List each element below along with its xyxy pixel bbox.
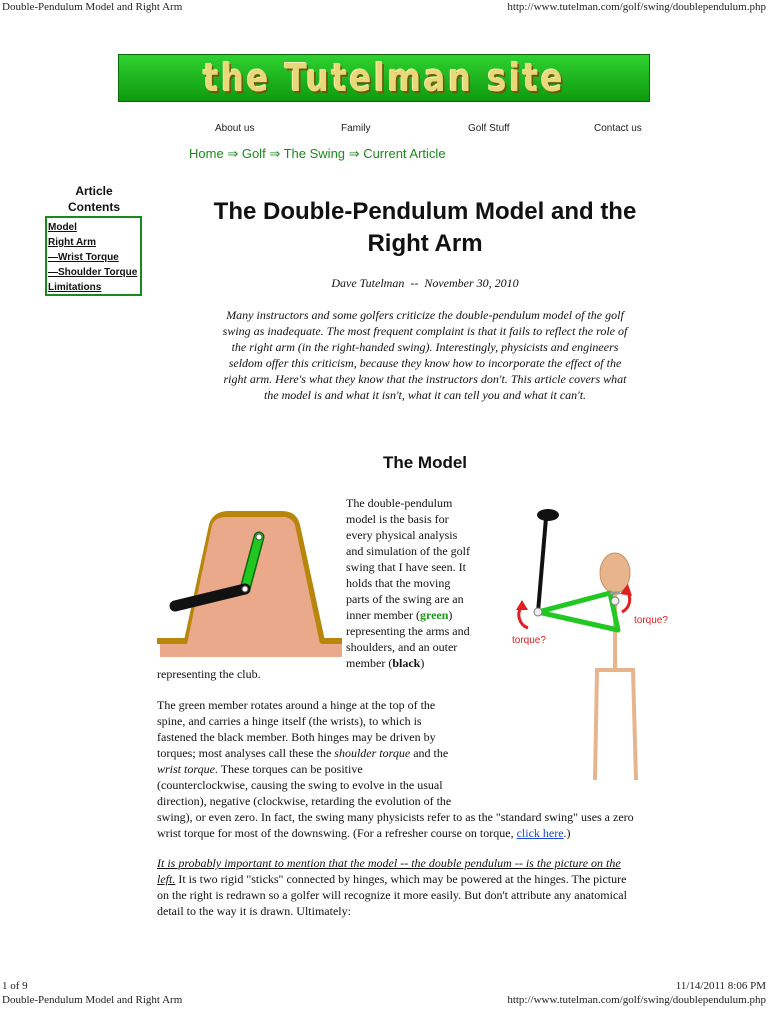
text-fragment: member (	[346, 656, 393, 670]
print-footer-url: http://www.tutelman.com/golf/swing/doublependulum.php	[507, 994, 766, 1006]
toc-title-line1: Article	[75, 184, 113, 198]
breadcrumb-the-swing[interactable]: The Swing	[283, 146, 346, 161]
page-title-line2: Right Arm	[367, 230, 483, 257]
breadcrumb-separator: ⇒	[348, 146, 360, 161]
print-footer-datetime: 11/14/2011 8:06 PM	[675, 980, 766, 992]
text-line	[157, 761, 497, 777]
text-fragment: .)	[563, 826, 571, 840]
torque-label-shoulder: torque?	[634, 615, 668, 626]
black-keyword: black	[392, 656, 421, 670]
text-fragment: It is two rigid "sticks" connected by hinges, which may be powered at the hinges. The picture	[175, 872, 627, 886]
toc-title-line2: Contents	[68, 200, 120, 214]
text-line: and simulation of the golf	[346, 544, 470, 558]
stick-golfer-figure	[498, 500, 698, 790]
text-line: parts of the swing are an	[346, 592, 464, 606]
text-fragment: . These torques can be positive	[214, 762, 363, 776]
text-line	[157, 745, 497, 761]
italic-note-end: left.	[157, 872, 176, 886]
text-line: holds that the moving	[346, 576, 451, 590]
text-line: The green member rotates around a hinge at the top of the	[157, 698, 436, 712]
page-title	[180, 196, 670, 260]
section-heading-model: The Model	[382, 453, 468, 472]
toc-link-shoulder-torque[interactable]: —Shoulder Torque	[48, 267, 138, 278]
club-head	[537, 509, 559, 521]
paragraph-1-end: representing the club.	[157, 667, 261, 681]
green-keyword: green	[419, 608, 449, 622]
text-fragment: )	[420, 656, 425, 670]
print-header-url: http://www.tutelman.com/golf/swing/doublependulum.php	[507, 1, 766, 13]
toc-box	[45, 216, 142, 296]
text-line	[346, 655, 496, 671]
text-line: swing), or even zero. In fact, the swing many physicists refer to as the "standard swing" uses a zero	[157, 810, 634, 824]
text-line: every physical analysis	[346, 528, 458, 542]
text-line: shoulders, and an outer	[346, 640, 458, 654]
toc-link-limitations[interactable]: Limitations	[48, 282, 102, 293]
text-line	[157, 871, 697, 887]
paragraph-2	[157, 697, 497, 809]
abstract: Many instructors and some golfers criticize the double-pendulum model of the golf swing as inadequate. The most frequent complaint is that it fails to reflect the role of the right arm (in the right-handed swing). Interestingly, physicists and engineers seldom offer this criticism, because they know how to incorporate the effect of the right arm. Here's what they know that the instructors don't. This article covers what the model is and what it isn't, what it can tell you and what it can't.	[222, 308, 628, 402]
torque-label-wrist: torque?	[512, 635, 546, 646]
text-line	[346, 607, 496, 623]
breadcrumb-golf[interactable]: Golf	[241, 146, 266, 161]
banner-text: the Tutelman site	[202, 56, 566, 100]
head	[600, 553, 630, 593]
page-title-line1: The Double-Pendulum Model and the	[213, 198, 637, 225]
shoulder-hinge	[611, 597, 619, 605]
toc-link-model[interactable]: Model	[48, 222, 77, 233]
print-header-title: Double-Pendulum Model and Right Arm	[2, 1, 183, 13]
text-line: swing that I have seen. It	[346, 560, 466, 574]
italic-note: It is probably important to mention that the model -- the double pendulum -- is the picture on the	[157, 856, 621, 870]
text-line: representing the arms and	[346, 624, 470, 638]
breadcrumb-current: Current Article	[363, 146, 446, 161]
paragraph-3	[157, 855, 697, 919]
nav-about-us[interactable]: About us	[215, 123, 255, 134]
text-line: fastened the black member. Both hinges may be driven by	[157, 730, 436, 744]
text-line: detail to the way it is drawn. Ultimately:	[157, 904, 351, 918]
arms-triangle-green	[538, 593, 618, 630]
nav-family[interactable]: Family	[341, 123, 371, 134]
nav-contact-us[interactable]: Contact us	[594, 123, 642, 134]
paragraph-2-continued	[157, 809, 697, 841]
text-line: The double-pendulum	[346, 496, 453, 510]
site-banner[interactable]	[118, 54, 650, 102]
breadcrumb-separator: ⇒	[269, 146, 281, 161]
breadcrumb	[189, 146, 446, 162]
wrist-torque-term: wrist torque	[157, 762, 215, 776]
toc-link-wrist-torque[interactable]: —Wrist Torque	[48, 252, 119, 263]
torque-refresher-link[interactable]: click here	[516, 826, 564, 840]
text-line	[157, 855, 697, 871]
byline: Dave Tutelman -- November 30, 2010	[331, 276, 519, 290]
shoulder-torque-term: shoulder torque	[334, 746, 411, 760]
print-footer-page: 1 of 9	[2, 980, 28, 992]
wrist-hinge	[242, 586, 248, 592]
shoulder-hinge	[256, 534, 262, 540]
text-fragment: and the	[410, 746, 449, 760]
text-fragment: )	[448, 608, 453, 622]
breadcrumb-home[interactable]: Home	[189, 146, 224, 161]
double-pendulum-figure	[157, 507, 342, 657]
text-line: spine, and carries a hinge itself (the wrists), to which is	[157, 714, 422, 728]
legs	[595, 670, 636, 780]
breadcrumb-separator: ⇒	[227, 146, 239, 161]
wrist-hinge	[534, 608, 542, 616]
text-line: direction), negative (clockwise, retarding the evolution of the	[157, 794, 452, 808]
text-line: on the right is redrawn so a golfer will recognize it more easily. But don't attribute any anatomical	[157, 888, 627, 902]
club-shaft	[538, 518, 546, 612]
text-line: (counterclockwise, causing the swing to evolve in the usual	[157, 778, 443, 792]
text-line: model is the basis for	[346, 512, 449, 526]
text-fragment: inner member (	[346, 608, 420, 622]
toc-title	[58, 183, 130, 215]
text-line	[157, 825, 697, 841]
print-footer-title: Double-Pendulum Model and Right Arm	[2, 994, 183, 1006]
text-fragment: torques; most analyses call these the	[157, 746, 335, 760]
text-fragment: wrist torque for most of the downswing. (For a refresher course on torque,	[157, 826, 517, 840]
toc-link-right-arm[interactable]: Right Arm	[48, 237, 96, 248]
nav-golf-stuff[interactable]: Golf Stuff	[468, 123, 510, 134]
paragraph-1	[346, 495, 496, 671]
